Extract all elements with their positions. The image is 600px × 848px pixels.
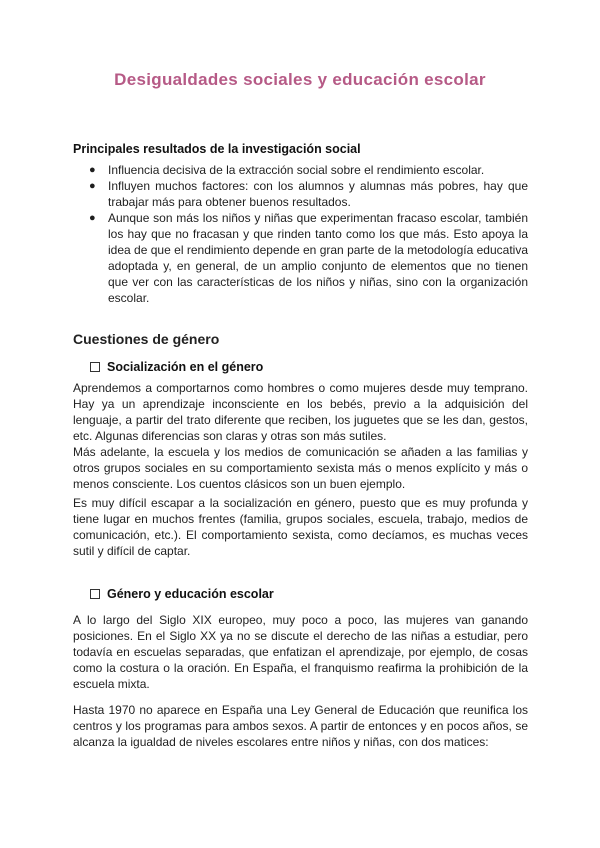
list-item: ● Aunque son más los niños y niñas que experimentan fracaso escolar, también los hay que no fracasan y que rinden tanto como los que más. Esto apoya la idea de que el rendimiento depende en gran parte de la metodología educativa adoptada y, en general, de un amplio conjunto de elementos que no tienen que ver con las características de los niños y niñas, sino con la organización escolar. bbox=[89, 211, 528, 305]
socialization-heading: Socialización en el género bbox=[90, 360, 263, 374]
socialization-paragraph-3: Es muy difícil escapar a la socialización en género, puesto que es muy profunda y tiene lugar en muchos frentes (familia, grupos sociales, escuela, trabajo, medios de comunicación, etc.). El comportamiento sexista, como decíamos, es muchas veces sutil y difícil de captar. bbox=[73, 496, 528, 558]
list-item: ● Influencia decisiva de la extracción social sobre el rendimiento escolar. bbox=[89, 163, 485, 177]
bullet-icon: ● bbox=[89, 164, 96, 176]
socialization-paragraph-2: Más adelante, la escuela y los medios de comunicación se añaden a las familias y otros grupos sociales en su comportamiento sexista más o menos explícito y más o menos consciente. Los cuentos clásicos son un buen ejemplo. bbox=[73, 445, 528, 491]
bullet-icon: ● bbox=[89, 180, 96, 192]
socialization-paragraph-1: Aprendemos a comportarnos como hombres o como mujeres desde muy temprano. Hay ya un aprendizaje inconsciente en los bebés, previo a la adquisición del lenguaje, a partir del trato diferente que reciben, los juguetes que se les dan, gestos, etc. Algunas diferencias son claras y otras son más sutiles. bbox=[73, 381, 528, 443]
education-heading: Género y educación escolar bbox=[90, 587, 274, 601]
results-heading: Principales resultados de la investigación social bbox=[73, 142, 361, 156]
checkbox-icon bbox=[90, 362, 100, 372]
document-title: Desigualdades sociales y educación escolar bbox=[114, 70, 486, 89]
list-item: ● Influyen muchos factores: con los alumnos y alumnas más pobres, hay que trabajar más para obtener buenos resultados. bbox=[89, 179, 528, 209]
education-paragraph-1: A lo largo del Siglo XIX europeo, muy poco a poco, las mujeres van ganando posiciones. En el Siglo XX ya no se discute el derecho de las niñas a estudiar, pero todavía en escuelas separadas, que enfatizan el aprendizaje, por ejemplo, de cosas como la costura o la oración. En España, el franquismo reafirma la prohibición de la escuela mixta. bbox=[73, 613, 528, 691]
results-bullet-list bbox=[73, 162, 528, 306]
bullet-icon: ● bbox=[89, 212, 96, 224]
gender-heading: Cuestiones de género bbox=[73, 331, 220, 347]
checkbox-icon bbox=[90, 589, 100, 599]
education-paragraph-2: Hasta 1970 no aparece en España una Ley General de Educación que reunifica los centros y los programas para ambos sexos. A partir de entonces y en pocos años, se alcanza la igualdad de niveles escolares entre niños y niñas, con dos matices: bbox=[73, 703, 528, 749]
